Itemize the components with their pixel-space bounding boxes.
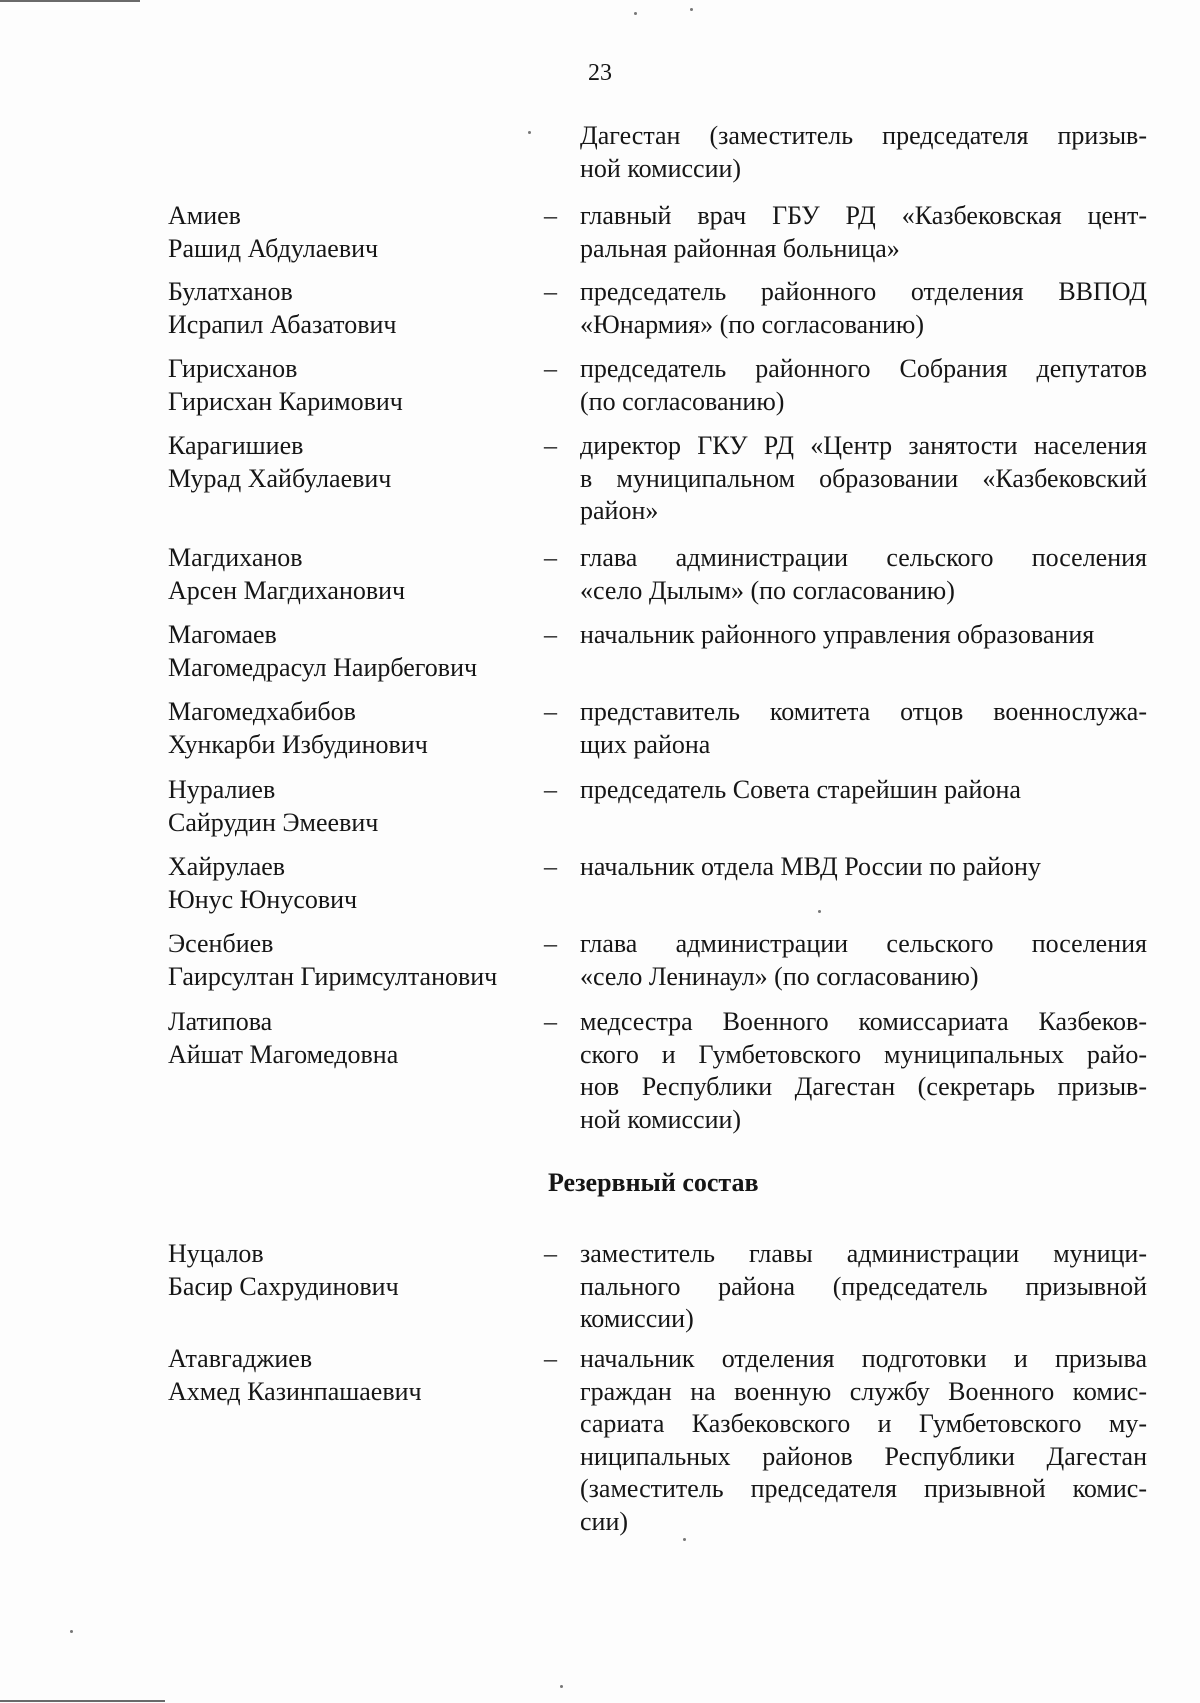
member-name (168, 353, 548, 418)
scan-speck (818, 910, 821, 913)
member-given: Гаирсултан Гиримсултанович (168, 961, 498, 991)
role-line: ральная районная больница» (580, 233, 900, 263)
member-name (168, 619, 548, 684)
member-name (168, 1343, 548, 1408)
role-line: председатель Совета старейшин района (580, 775, 1021, 804)
member-given: Мурад Хайбулаевич (168, 463, 392, 493)
scan-speck (634, 12, 637, 15)
member-name (168, 696, 548, 761)
dash-separator: – (544, 775, 557, 804)
member-surname: Гирисханов (168, 354, 298, 383)
dash-separator: – (544, 201, 557, 230)
dash-separator: – (544, 1007, 557, 1036)
dash-separator: – (544, 277, 557, 306)
role-line: нов Республики Дагестан (секретарь призыв- (580, 1072, 1147, 1101)
role-line: глава администрации сельского поселения (580, 929, 1147, 958)
role-line: (по согласованию) (580, 386, 785, 416)
continuation-text (580, 120, 1147, 185)
dash-separator: – (544, 620, 557, 649)
dash-separator: – (544, 1239, 557, 1268)
member-given: Исрапил Абазатович (168, 309, 397, 339)
role-line: ниципальных районов Республики Дагестан (580, 1441, 1147, 1471)
role-line: представитель комитета отцов военнослужа- (580, 697, 1147, 726)
role-line: район» (580, 496, 659, 525)
member-role (580, 928, 1147, 993)
scan-speck (683, 1538, 686, 1541)
role-line: главный врач ГБУ РД «Казбековская цент- (580, 201, 1147, 230)
member-surname: Магомедхабибов (168, 697, 356, 726)
member-name (168, 1006, 548, 1071)
member-surname: Карагишиев (168, 431, 304, 460)
dash-separator: – (544, 852, 557, 881)
member-given: Арсен Магдиханович (168, 575, 406, 605)
member-role (580, 353, 1147, 418)
role-line: глава администрации сельского поселения (580, 543, 1147, 572)
role-line: граждан на военную службу Военного комис- (580, 1376, 1147, 1406)
member-surname: Нуцалов (168, 1239, 264, 1268)
member-given: Рашид Абдулаевич (168, 233, 379, 263)
member-given: Хункарби Избудинович (168, 729, 428, 759)
member-surname: Амиев (168, 201, 241, 230)
role-line: «Юнармия» (по согласованию) (580, 309, 925, 339)
scan-speck (528, 131, 531, 134)
role-line: директор ГКУ РД «Центр занятости населения (580, 431, 1147, 460)
role-line: сии) (580, 1506, 629, 1536)
member-surname: Магомаев (168, 620, 277, 649)
role-line: сариата Казбековского и Гумбетовского му- (580, 1409, 1147, 1438)
role-line: ной комиссии) (580, 1104, 742, 1134)
member-name (168, 276, 548, 341)
role-line: в муниципальном образовании «Казбековский (580, 463, 1147, 493)
member-role (580, 276, 1147, 341)
member-given: Басир Сахрудинович (168, 1271, 399, 1301)
member-role (580, 542, 1147, 607)
member-surname: Эсенбиев (168, 929, 274, 958)
role-line: пального района (председатель призывной (580, 1271, 1147, 1301)
dash-separator: – (544, 1344, 557, 1373)
member-surname: Хайрулаев (168, 852, 286, 881)
member-role (580, 430, 1147, 528)
member-name (168, 542, 548, 607)
role-line: заместитель главы администрации муници- (580, 1239, 1147, 1268)
member-given: Ахмед Казинпашаевич (168, 1376, 422, 1406)
role-line: Дагестан (заместитель председателя призыв- (580, 121, 1147, 150)
role-line: «село Ленинаул» (по согласованию) (580, 961, 979, 991)
member-name (168, 430, 548, 495)
role-line: ского и Гумбетовского муниципальных райо- (580, 1039, 1147, 1069)
reserve-section-title: Резервный состав (548, 1168, 759, 1197)
dash-separator: – (544, 354, 557, 383)
member-given: Гирисхан Каримович (168, 386, 403, 416)
page-number: 23 (588, 60, 612, 86)
role-line: начальник районного управления образования (580, 620, 1095, 649)
dash-separator: – (544, 929, 557, 958)
member-name (168, 1238, 548, 1303)
role-line: «село Дылым» (по согласованию) (580, 575, 955, 605)
member-given: Айшат Магомедовна (168, 1039, 399, 1069)
member-surname: Нуралиев (168, 775, 276, 804)
role-line: начальник отделения подготовки и призыва (580, 1344, 1147, 1373)
role-line: председатель районного отделения ВВПОД (580, 277, 1147, 306)
role-line: комиссии) (580, 1304, 694, 1333)
member-role (580, 619, 1147, 652)
member-role (580, 1238, 1147, 1336)
scan-speck (70, 1630, 73, 1633)
member-role (580, 200, 1147, 265)
scan-edge-line-top (0, 0, 140, 2)
role-line: председатель районного Собрания депутатов (580, 354, 1147, 383)
member-given: Юнус Юнусович (168, 884, 358, 914)
dash-separator: – (544, 431, 557, 460)
member-surname: Булатханов (168, 277, 293, 306)
role-line: щих района (580, 729, 711, 759)
member-role (580, 696, 1147, 761)
scan-speck (560, 1685, 563, 1688)
member-name (168, 774, 548, 839)
member-surname: Магдиханов (168, 543, 303, 572)
member-role (580, 851, 1147, 884)
scan-edge-line-bottom (0, 1700, 165, 1702)
role-line: ной комиссии) (580, 153, 742, 183)
member-role (580, 1343, 1147, 1538)
member-surname: Латипова (168, 1007, 273, 1036)
member-name (168, 851, 548, 916)
dash-separator: – (544, 543, 557, 572)
role-line: начальник отдела МВД России по району (580, 852, 1041, 881)
scan-speck (690, 8, 693, 11)
role-line: (заместитель председателя призывной комис- (580, 1474, 1147, 1503)
member-given: Сайрудин Эмеевич (168, 807, 379, 837)
member-name (168, 928, 548, 993)
role-line: медсестра Военного комиссариата Казбеков- (580, 1007, 1147, 1036)
member-given: Магомедрасул Наирбегович (168, 652, 478, 682)
member-role (580, 774, 1147, 807)
member-role (580, 1006, 1147, 1136)
member-name (168, 200, 548, 265)
dash-separator: – (544, 697, 557, 726)
member-surname: Атавгаджиев (168, 1344, 313, 1373)
